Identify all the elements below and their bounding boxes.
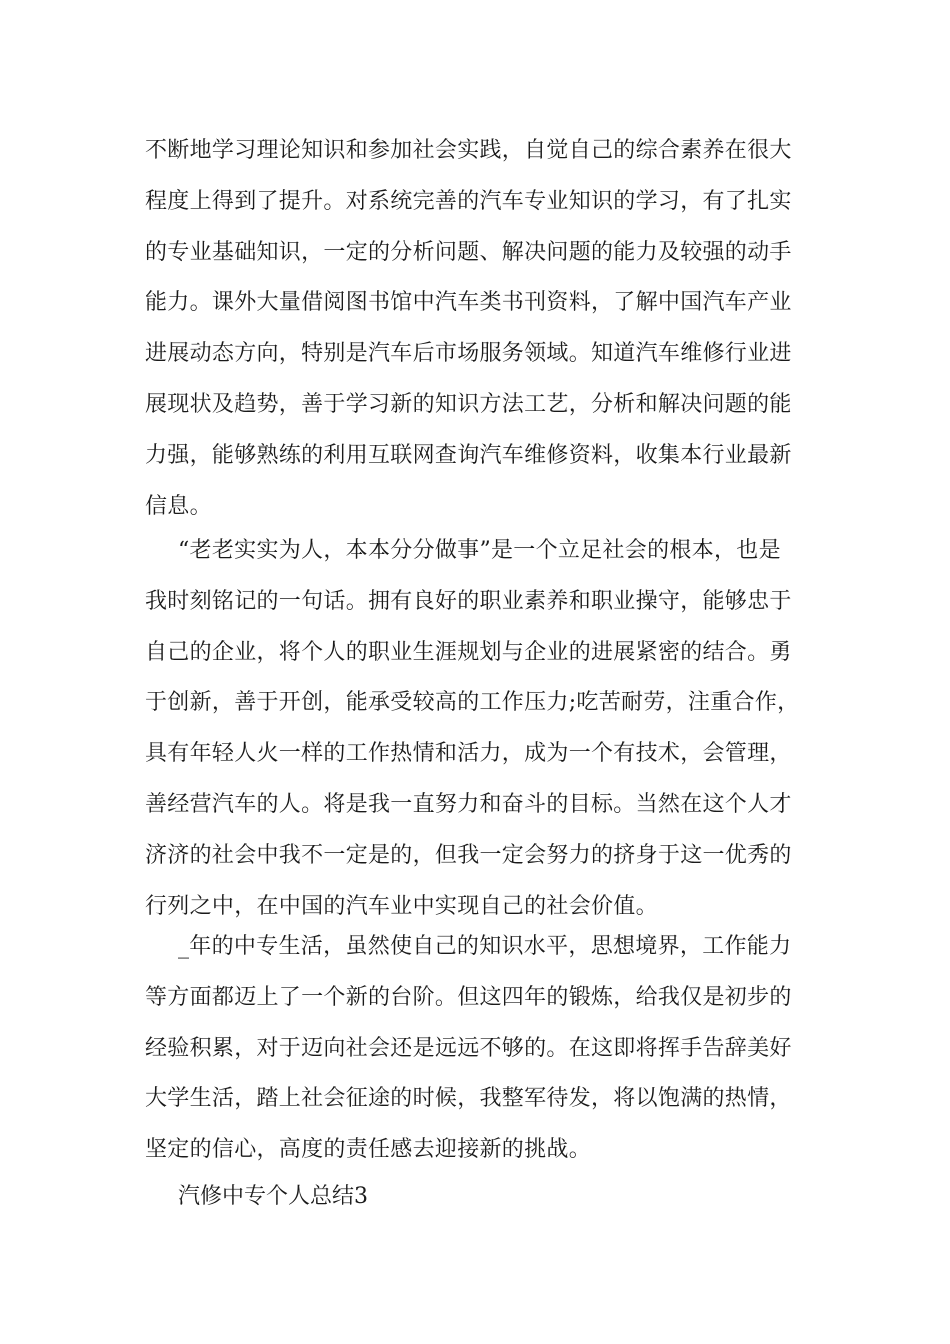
paragraph-line: 济济的社会中我不一定是的，但我一定会努力的挤身于这一优秀的	[145, 842, 792, 868]
paragraph-line: 我时刻铭记的一句话。拥有良好的职业素养和职业操守，能够忠于	[145, 588, 792, 614]
paragraph-line: 的专业基础知识，一定的分析问题、解决问题的能力及较强的动手	[145, 239, 792, 265]
paragraph-3	[145, 922, 810, 1176]
paragraph-line: 信息。	[145, 493, 212, 519]
paragraph-line: 经验积累，对于迈向社会还是远远不够的。在这即将挥手告辞美好	[145, 1035, 792, 1061]
paragraph-line: 不断地学习理论知识和参加社会实践，自觉自己的综合素养在很大	[145, 138, 792, 163]
paragraph-line: 大学生活，踏上社会征途的时候，我整军待发，将以饱满的热情，	[145, 1086, 792, 1112]
paragraph-line: 善经营汽车的人。将是我一直努力和奋斗的目标。当然在这个人才	[145, 791, 792, 817]
paragraph-line: 等方面都迈上了一个新的台阶。但这四年的锻炼，给我仅是初步的	[145, 984, 792, 1010]
paragraph-line: 具有年轻人火一样的工作热情和活力，成为一个有技术，会管理，	[145, 741, 792, 767]
paragraph-line: 自己的企业，将个人的职业生涯规划与企业的进展紧密的结合。勇	[145, 639, 792, 665]
section-heading: 汽修中专个人总结3	[178, 1184, 368, 1209]
paragraph-line: _年的中专生活，虽然使自己的知识水平，思想境界，工作能力	[178, 934, 792, 959]
paragraph-line: 坚定的信心，高度的责任感去迎接新的挑战。	[145, 1137, 592, 1163]
paragraph-line: 进展动态方向，特别是汽车后市场服务领域。知道汽车维修行业进	[145, 341, 792, 367]
paragraph-line: 于创新，善于开创，能承受较高的工作压力;吃苦耐劳，注重合作，	[145, 690, 800, 716]
paragraph-line: 力强，能够熟练的利用互联网查询汽车维修资料，收集本行业最新	[145, 442, 792, 468]
paragraph-line: 能力。课外大量借阅图书馆中汽车类书刊资料，了解中国汽车产业	[145, 290, 792, 316]
paragraph-line: 行列之中，在中国的汽车业中实现自己的社会价值。	[145, 893, 658, 919]
paragraph-2	[145, 526, 810, 932]
paragraph-line: 程度上得到了提升。对系统完善的汽车专业知识的学习，有了扎实	[145, 188, 792, 214]
paragraph-line: “老老实实为人，本本分分做事”是一个立足社会的根本，也是	[178, 538, 781, 563]
paragraph-line: 展现状及趋势，善于学习新的知识方法工艺，分析和解决问题的能	[145, 391, 792, 417]
paragraph-1	[145, 126, 810, 532]
